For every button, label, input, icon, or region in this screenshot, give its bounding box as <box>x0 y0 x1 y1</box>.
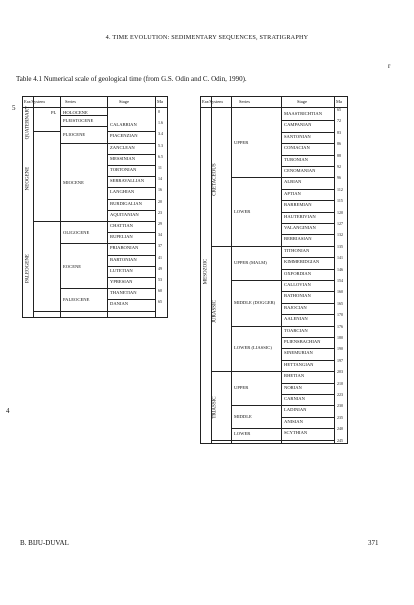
age-cell: 37 <box>158 243 162 249</box>
stage-cell: TITHONIAN <box>284 247 310 253</box>
page-number: 371 <box>368 539 379 547</box>
 <box>231 428 281 429</box>
series-cell: PALEOCENE <box>63 297 90 303</box>
age-cell: 49 <box>158 265 162 271</box>
stage-cell: APTIAN <box>284 190 301 196</box>
stage-cell: VALANGINIAN <box>284 225 316 230</box>
series-cell: UPPER <box>234 140 249 146</box>
 <box>107 288 155 289</box>
cenozoic-table <box>22 96 168 318</box>
stage-cell: MAASTRICHTIAN <box>284 111 323 116</box>
stage-cell: CONIACIAN <box>284 145 310 151</box>
 <box>231 405 281 406</box>
stage-cell: MESSINIAN <box>110 155 136 161</box>
system-label: JURASSIC <box>212 299 218 323</box>
series-cell: LOWER <box>234 430 251 436</box>
 <box>107 266 155 267</box>
stage-cell: CAMPANIAN <box>284 122 312 128</box>
stage-cell: DANIAN <box>110 301 129 307</box>
age-cell: 146 <box>337 266 343 272</box>
 <box>281 166 334 167</box>
age-cell: 190 <box>337 346 343 352</box>
age-cell: 65 <box>337 107 341 112</box>
 <box>107 176 155 177</box>
age-cell: 29 <box>158 221 162 226</box>
 <box>281 326 334 327</box>
age-cell: 235 <box>337 414 343 420</box>
 <box>281 394 334 395</box>
stage-cell: BAJOCIAN <box>284 304 307 310</box>
header-series: Series <box>65 99 76 104</box>
 <box>281 360 334 361</box>
mesozoic-table <box>200 96 348 444</box>
stage-cell: BARTONIAN <box>110 256 137 262</box>
 <box>107 221 155 222</box>
 <box>107 143 155 144</box>
series-cell: LOWER <box>234 208 251 214</box>
series-cell: LOWER (LIASSIC) <box>234 345 272 351</box>
series-cell: MIDDLE <box>234 413 252 419</box>
series-cell: UPPER <box>234 385 249 391</box>
header-series: Series <box>239 99 250 104</box>
stage-cell: PIACENZIAN <box>110 133 138 139</box>
era-label: QUATERNARY <box>25 105 31 140</box>
stage-cell: CHATTIAN <box>110 223 133 228</box>
age-cell: 20 <box>158 198 162 204</box>
 <box>33 131 60 132</box>
series-cell: EOCENE <box>63 263 82 269</box>
age-cell: 230 <box>337 403 343 409</box>
 <box>107 277 155 278</box>
 <box>60 115 107 116</box>
 <box>281 143 334 144</box>
header-era: Era/System <box>202 99 223 104</box>
 <box>231 246 281 247</box>
stage-cell: CARNIAN <box>284 396 305 401</box>
 <box>281 314 334 315</box>
series-cell: HOLOCENE <box>63 109 88 115</box>
 <box>107 255 155 256</box>
stage-cell: SANTONIAN <box>284 133 311 139</box>
margin-mark: 5 <box>12 104 16 112</box>
 <box>281 303 334 304</box>
age-cell: 197 <box>337 357 343 363</box>
 <box>60 243 107 244</box>
 <box>281 246 334 247</box>
 <box>60 311 107 312</box>
 <box>281 223 334 224</box>
 <box>107 311 155 312</box>
footer-author: B. BIJU-DUVAL <box>20 539 69 547</box>
stage-cell: RHETIAN <box>284 373 305 379</box>
 <box>281 269 334 270</box>
age-cell: 165 <box>337 300 343 306</box>
stage-cell: BARREMIAN <box>284 202 312 208</box>
stage-cell: LUTETIAN <box>110 267 133 273</box>
header-ma: Ma <box>157 99 163 104</box>
 <box>211 371 231 372</box>
 <box>281 120 334 121</box>
 <box>211 246 231 247</box>
 <box>107 232 155 233</box>
 <box>281 417 334 418</box>
age-cell: 115 <box>337 198 343 204</box>
age-cell: 135 <box>337 243 343 249</box>
 <box>231 177 281 178</box>
age-cell: 83 <box>337 129 341 135</box>
age-cell: 86 <box>337 141 341 147</box>
stage-cell: TURONIAN <box>284 156 308 162</box>
 <box>33 221 60 222</box>
 <box>231 326 281 327</box>
 <box>281 348 334 349</box>
age-cell: 240 <box>337 426 343 432</box>
system-label: CRETACEOUS <box>212 163 218 197</box>
stage-cell: THANETIAN <box>110 290 137 296</box>
 <box>281 440 334 441</box>
age-cell: 127 <box>337 221 343 226</box>
stage-cell: BURDIGALIAN <box>110 200 142 206</box>
age-cell: 3.4 <box>158 131 163 137</box>
age-cell: 5.3 <box>158 142 163 148</box>
age-cell: 88 <box>337 152 341 158</box>
age-cell: 72 <box>337 118 341 124</box>
age-cell: 120 <box>337 209 343 215</box>
 <box>281 291 334 292</box>
 <box>107 199 155 200</box>
age-cell: 14 <box>158 176 162 182</box>
age-cell: 65 <box>158 299 162 305</box>
stage-cell: ALBIAN <box>284 179 302 185</box>
series-cell: OLIGOCENE <box>63 230 90 236</box>
stage-cell: BATHONIAN <box>284 293 311 299</box>
 <box>211 440 231 441</box>
 <box>107 154 155 155</box>
series-cell: UPPER (MALM) <box>234 259 267 265</box>
 <box>231 440 281 441</box>
 <box>33 311 60 312</box>
stage-cell: SINEMURIAN <box>284 350 313 356</box>
 <box>281 234 334 235</box>
 <box>60 221 107 222</box>
age-cell: 154 <box>337 278 343 283</box>
stage-cell: KIMMERIDGIAN <box>284 259 320 265</box>
age-cell: 34 <box>158 232 162 238</box>
stage-cell: LANGHIAN <box>110 189 135 195</box>
series-cell: PL <box>51 110 57 115</box>
age-cell: 11 <box>158 165 162 170</box>
header-stage: Stage <box>297 99 307 104</box>
 <box>281 371 334 372</box>
age-cell: 96 <box>337 175 341 181</box>
era-label: NEOGENE <box>25 166 31 191</box>
series-cell: PLEISTOCENE <box>63 118 94 124</box>
age-cell: 1.6 <box>158 120 163 126</box>
 <box>107 210 155 211</box>
 <box>60 126 107 127</box>
stage-cell: YPRESIAN <box>110 279 133 284</box>
series-cell: MIDDLE (DOGGER) <box>234 299 276 305</box>
era-label: PALEOGENE <box>25 253 31 283</box>
 <box>281 405 334 406</box>
stage-cell: HETTANGIAN <box>284 361 314 367</box>
 <box>281 280 334 281</box>
age-cell: 245 <box>337 437 343 443</box>
stage-cell: CALLOVIAN <box>284 282 311 287</box>
 <box>281 337 334 338</box>
age-cell: 170 <box>337 312 343 318</box>
 <box>281 200 334 201</box>
stage-cell: NORIAN <box>284 384 302 390</box>
 <box>107 299 155 300</box>
 <box>107 131 155 132</box>
margin-mark-lower: 4 <box>6 407 10 415</box>
 <box>231 371 281 372</box>
age-cell: 203 <box>337 369 343 375</box>
series-cell: PLIOCENE <box>63 132 86 138</box>
age-cell: 160 <box>337 289 343 295</box>
 <box>281 257 334 258</box>
 <box>281 155 334 156</box>
stage-cell: BERRIASIAN <box>284 236 312 242</box>
 <box>281 428 334 429</box>
stage-cell: OXFORDIAN <box>284 270 312 276</box>
age-cell: 60 <box>158 288 162 294</box>
stage-cell: SCYTHIAN <box>284 430 308 436</box>
 <box>107 165 155 166</box>
stage-cell: TOARCIAN <box>284 327 308 333</box>
age-cell: 223 <box>337 392 343 397</box>
age-cell: 132 <box>337 232 343 238</box>
age-cell: 92 <box>337 164 341 169</box>
header-stage: Stage <box>119 99 129 104</box>
age-cell: 180 <box>337 335 343 340</box>
stage-cell: CALABRIAN <box>110 122 137 128</box>
table-caption: Table 4.1 Numerical scale of geological time (from G.S. Odin and C. Odin, 1990). <box>16 75 247 83</box>
age-cell: 176 <box>337 323 343 329</box>
 <box>60 143 107 144</box>
 <box>60 288 107 289</box>
age-cell: 112 <box>337 186 343 192</box>
series-cell: MIOCENE <box>63 179 84 185</box>
age-cell: 210 <box>337 380 343 386</box>
stage-cell: AALENIAN <box>284 316 308 322</box>
 <box>281 132 334 133</box>
 <box>281 383 334 384</box>
stage-cell: RUPELIAN <box>110 234 133 240</box>
stage-cell: SERRAVALLIAN <box>110 178 145 184</box>
 <box>281 177 334 178</box>
corner-mark: r <box>388 62 391 70</box>
 <box>281 189 334 190</box>
running-header: 4. TIME EVOLUTION: SEDIMENTARY SEQUENCES, STRATIGRAPHY <box>105 34 309 41</box>
stage-cell: PLIENSBACHIAN <box>284 339 321 344</box>
stage-cell: ZANCLEAN <box>110 144 135 150</box>
age-cell: 0 <box>158 109 160 114</box>
system-label: TRIASSIC <box>212 396 218 420</box>
age-cell: 41 <box>158 254 162 260</box>
age-cell: 6.5 <box>158 153 163 159</box>
age-cell: 16 <box>158 187 162 193</box>
 <box>281 212 334 213</box>
stage-cell: LADINIAN <box>284 407 307 413</box>
age-cell: 53 <box>158 277 162 282</box>
header-era: Era/System <box>24 99 45 104</box>
 <box>231 280 281 281</box>
stage-cell: HAUTERIVIAN <box>284 213 316 219</box>
header-ma: Ma <box>336 99 342 104</box>
 <box>107 187 155 188</box>
era-label: MESOZOIC <box>203 258 209 284</box>
age-cell: 23 <box>158 209 162 215</box>
stage-cell: AQUITANIAN <box>110 211 139 217</box>
age-cell: 141 <box>337 255 343 261</box>
 <box>107 243 155 244</box>
stage-cell: PRIABONIAN <box>110 245 139 251</box>
stage-cell: CENOMANIAN <box>284 168 316 173</box>
stage-cell: TORTONIAN <box>110 167 137 172</box>
stage-cell: ANISIAN <box>284 418 303 424</box>
